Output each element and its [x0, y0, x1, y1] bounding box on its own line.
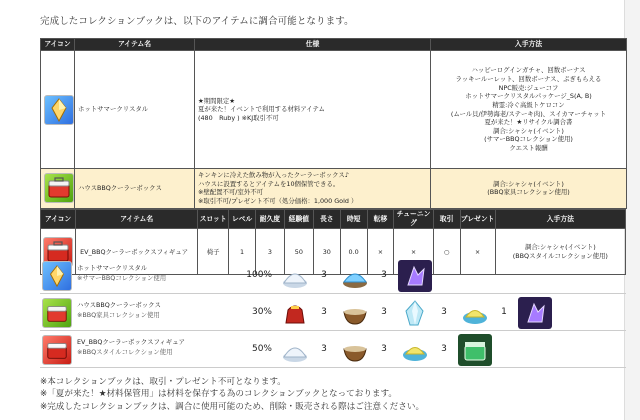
time-value: 0.0 [340, 229, 367, 275]
header-spec: 仕様 [195, 39, 431, 51]
header-acquire: 入手方法 [431, 39, 627, 51]
material-qty: 3 [441, 307, 447, 317]
green-cooler-icon [458, 334, 492, 366]
acquire-line: ホットサマークリスタルパッケージ_S(A, B) [465, 92, 592, 101]
hot-summer-crystal-icon [44, 95, 74, 125]
brown-bowl-icon [338, 297, 372, 329]
recipe-list [40, 258, 626, 368]
acquire-cooler [431, 169, 627, 209]
item-name-crystal: ホットサマークリスタル [75, 51, 195, 169]
col-durability: 耐久度 [255, 210, 284, 229]
spec-line: ★期間限定★ [198, 96, 236, 105]
col-time: 時短 [340, 210, 367, 229]
info-row-crystal [41, 51, 627, 169]
spec-cooler [195, 169, 431, 209]
purple-crystal-icon [518, 297, 552, 329]
acquire-line: 調合:シャシャ(イベント) [493, 126, 564, 135]
col-icon: アイコン [41, 210, 76, 229]
red-pouch-icon [278, 297, 312, 329]
material-qty: 1 [501, 307, 507, 317]
exp-value: 50 [284, 229, 313, 275]
col-name: アイテム名 [76, 210, 198, 229]
recipe-row [40, 295, 626, 331]
acquire-line: (サマーBBQコレクション使用) [484, 135, 573, 144]
slot-value: 椅子 [198, 229, 229, 275]
yellow-plate-icon [458, 297, 492, 329]
col-slot: スロット [198, 210, 229, 229]
material-qty: 3 [381, 344, 387, 354]
blue-salt-icon [338, 260, 372, 292]
notes [40, 376, 424, 413]
material-qty: 3 [381, 270, 387, 280]
spec-line: (480 Ruby ) ※KJ取引不可 [198, 113, 279, 122]
acquire-line: NPC販売:ジューコフ [498, 83, 559, 92]
spec-line: 夏が来た！イベントで利用する材料アイテム [198, 105, 325, 114]
recipe-sub: ※BBQスタイルコレクション使用 [77, 347, 173, 356]
acquire-crystal [431, 51, 627, 169]
spec-line: ※壁配置不可/室外不可 [198, 188, 264, 197]
item-table-header [41, 210, 626, 229]
recipe-sub: ※サマーBBQコレクション使用 [77, 273, 167, 282]
bbq-cooler-box-icon [42, 298, 72, 328]
material-qty: 3 [441, 344, 447, 354]
bbq-cooler-box-icon [44, 173, 74, 203]
recipe-name: ホットサマークリスタル [77, 264, 148, 272]
intro-text: 完成したコレクションブックは、以下のアイテムに調合可能となります。 [40, 16, 354, 27]
recipe-row [40, 332, 626, 368]
acquire-line: クエスト報酬 [509, 144, 548, 153]
note-line: ※完成したコレクションブックは、調合に使用可能のため、削除・販売される際はご注意ください。 [40, 401, 425, 412]
note-line: ※「夏が来た！★材料保管用」は材料を保存する為のコレクションブックとなっております。 [40, 389, 398, 400]
col-tuning: チューニング [394, 210, 433, 229]
length-value: 30 [313, 229, 340, 275]
figure-name: EV_BBQクーラーボックスフィギュア [76, 229, 198, 275]
col-exp: 経験値 [284, 210, 313, 229]
acquire-line: 調合:シャシャ(イベント) [524, 243, 596, 252]
recipe-row [40, 258, 626, 294]
present-value: × [460, 229, 495, 275]
acquire-line: 調合:シャシャ(イベント) [493, 179, 564, 188]
spec-crystal [195, 51, 431, 169]
acquire-line: ラッキールーレット、回数ボーナス、ぷぎもらえる [455, 74, 602, 83]
col-acquire: 入手方法 [495, 210, 625, 229]
material-qty: 3 [321, 270, 327, 280]
note-line: ※本コレクションブックは、取引・プレゼント不可となります。 [40, 377, 286, 387]
col-present: プレゼント [460, 210, 495, 229]
spec-line: ※取引不可/プレゼント不可（処分価格：1,000 Gold ） [198, 196, 358, 205]
ice-shard-icon [398, 297, 432, 329]
level-value: 1 [229, 229, 256, 275]
salt-pile-icon [278, 334, 312, 366]
acquire-line: (ムール貝/伊勢海老/ステーキ肉)、スイカマーチャット [450, 109, 607, 118]
material-qty: 3 [321, 344, 327, 354]
purple-crystal-icon [398, 260, 432, 292]
header-icon: アイコン [41, 39, 75, 51]
recipe-name-block [77, 301, 237, 320]
acquire-line: 精霊:冷ぐ高級トケロコン [492, 100, 565, 109]
yellow-plate-icon [398, 334, 432, 366]
acquire-line: ハッピーログインガチャ、回数ボーナス [471, 66, 586, 75]
recipe-name: EV_BBQクーラーボックスフィギュア [77, 338, 185, 346]
success-rate: 50% [251, 344, 272, 354]
material-qty: 3 [381, 307, 387, 317]
col-transfer: 転移 [367, 210, 394, 229]
bbq-cooler-figure-icon [42, 335, 72, 365]
col-trade: 取引 [433, 210, 460, 229]
salt-pile-icon [278, 260, 312, 292]
success-rate: 100% [246, 270, 272, 280]
spec-line: ハウスに設置するとアイテムを10個保管できる。 [198, 179, 340, 188]
transfer-value: × [367, 229, 394, 275]
info-table-header [41, 39, 627, 51]
hot-summer-crystal-icon [42, 261, 72, 291]
material-qty: 3 [321, 307, 327, 317]
brown-bowl-icon [338, 334, 372, 366]
recipe-name: ハウスBBQクーラーボックス [77, 301, 161, 309]
recipe-name-block [77, 338, 237, 357]
col-length: 長さ [313, 210, 340, 229]
recipe-name-block [77, 264, 237, 283]
header-name: アイテム名 [75, 39, 195, 51]
col-level: レベル [229, 210, 256, 229]
info-row-cooler [41, 169, 627, 209]
info-table [40, 38, 627, 209]
spec-line: キンキンに冷えた飲み物が入ったクーラーボックス♪ [198, 171, 349, 179]
recipe-sub: ※BBQ家具コレクション使用 [77, 310, 160, 319]
left-margin [0, 0, 34, 420]
tuning-value: × [394, 229, 433, 275]
acquire-line: (BBQ家具コレクション使用) [487, 188, 570, 197]
acquire-line: (BBQスタイルコレクション使用) [512, 251, 608, 260]
item-name-cooler: ハウスBBQクーラーボックス [75, 169, 195, 209]
acquire-line: 夏が来た！★リサイクル調合書 [484, 118, 573, 127]
durability-value: 3 [255, 229, 284, 275]
trade-value: ○ [433, 229, 460, 275]
success-rate: 30% [251, 307, 272, 317]
